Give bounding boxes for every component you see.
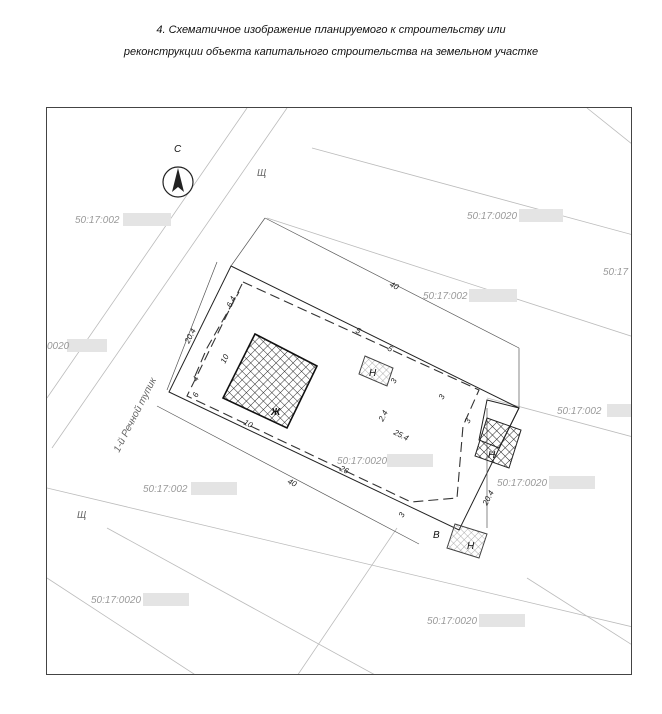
parcel-label	[467, 209, 563, 222]
dim-side-b: 3	[436, 392, 447, 401]
dim-left-width: 20.4	[182, 326, 198, 345]
title-line-1: 4. Схематичное изображение планируемого к строительству или	[156, 24, 506, 36]
dim-build-length: 25.4	[392, 427, 411, 443]
house-footprint	[223, 334, 317, 428]
parcel-label	[497, 476, 595, 489]
dim-corner: 3	[396, 510, 407, 519]
north-arrow	[163, 144, 193, 197]
title-line-2: реконструкции объекта капитального строительства на земельном участке	[123, 46, 539, 58]
parcel-label	[91, 593, 189, 606]
parcel-label	[47, 339, 107, 352]
parcel-number: 50:17:002	[423, 291, 468, 302]
parcel-number: 50:17:0020	[467, 211, 518, 222]
parcel-label	[337, 454, 433, 467]
parcel-number: 50:17	[603, 267, 629, 278]
dim-bottom-length: 40	[286, 476, 299, 489]
parcel-number: 50:17:002	[75, 215, 120, 226]
north-arrow-icon	[172, 168, 184, 192]
dim-offset: 2.4	[376, 408, 390, 423]
dim-right-width: 20.4	[480, 488, 496, 507]
parcel-label	[603, 267, 628, 278]
utility-label: Щ	[77, 510, 87, 521]
aux-building-3	[447, 524, 487, 558]
mark-label: В	[433, 530, 440, 541]
dim-house-width: 10	[242, 417, 255, 430]
dim-top-length: 40	[388, 279, 401, 292]
parcel-label	[423, 289, 517, 302]
dim-house-depth: 10	[218, 352, 231, 365]
parcel-label	[557, 404, 632, 417]
aux-label: Н	[488, 450, 496, 461]
utility-label: Щ	[257, 168, 267, 179]
dim-small-a: 4	[190, 374, 201, 383]
dim-setback-front: 6.4	[224, 294, 238, 309]
parcel-label	[75, 213, 171, 226]
parcel-number: 50:17:002	[557, 406, 602, 417]
dim-step-b: 5	[386, 343, 395, 354]
dim-small-b: 6	[190, 390, 201, 399]
dim-side-a: 3	[388, 376, 399, 385]
dim-inner-length: 26	[338, 463, 351, 476]
street-name: 1-й Речной тупик	[111, 376, 160, 455]
parcel-number: 50:17:0020	[337, 456, 388, 467]
site-plan	[46, 107, 632, 675]
parcel-label	[143, 482, 237, 495]
aux-label: Н	[369, 368, 377, 379]
parcel-number: 0020	[47, 341, 70, 352]
parcel-number: 50:17:0020	[497, 478, 548, 489]
parcel-boundaries	[47, 108, 632, 675]
dim-side-c: 3	[462, 416, 473, 425]
parcel-number: 50:17:0020	[427, 616, 478, 627]
parcel-label	[427, 614, 525, 627]
house-label: Ж	[271, 407, 281, 418]
aux-building-1	[359, 356, 393, 386]
north-label: С	[174, 144, 182, 155]
aux-label: Н	[467, 541, 475, 552]
parcel-number: 50:17:002	[143, 484, 188, 495]
dim-step-a: 5	[354, 325, 363, 336]
parcel-number: 50:17:0020	[91, 595, 142, 606]
